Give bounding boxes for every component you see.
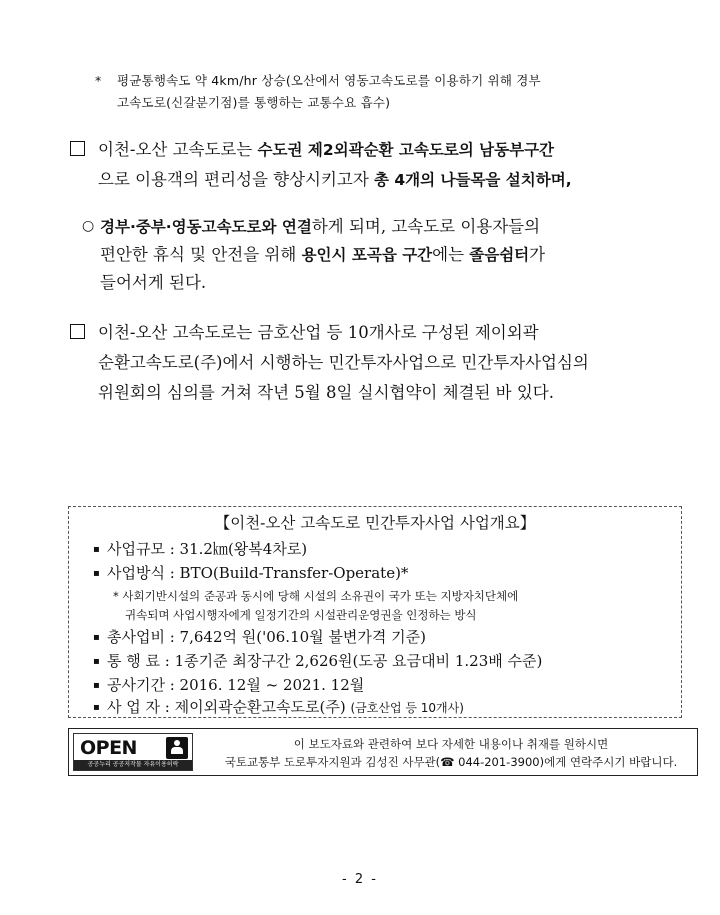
overview-item-text: 사업규모 : 31.2㎞(왕복4차로): [107, 540, 308, 558]
subnote-marker: *: [113, 589, 119, 603]
bold-span: 용인시 포곡읍 구간: [301, 246, 433, 264]
overview-item-note: (금호산업 등 10개사): [350, 701, 464, 715]
open-logo-strip: 공공누리 공공저작물 자유이용허락: [74, 760, 192, 770]
overview-subnote-line-2: 귀속되며 사업시행자에게 일정기간의 시설관리운영권을 인정하는 방식: [125, 608, 477, 622]
overview-item-text: 공사기간 : 2016. 12월 ~ 2021. 12월: [107, 676, 365, 694]
bullet-icon: ▪: [93, 656, 100, 667]
paragraph-3-line-2: 순환고속도로(주)에서 시행하는 민간투자사업으로 민간투자사업심의: [98, 353, 589, 372]
bullet-icon: ▪: [93, 568, 100, 579]
open-license-logo: [73, 733, 193, 771]
paragraph-3-line-3: 위원회의 심의를 거쳐 작년 5월 8일 실시협약이 체결된 바 있다.: [98, 383, 554, 402]
contact-line-2: 국토교통부 도로투자지원과 김성진 사무관(☎ 044-201-3900)에게 연락주시기 바랍니다.: [224, 755, 678, 769]
overview-item-cost: [93, 625, 426, 650]
footnote-marker: *: [95, 73, 102, 88]
bullet-icon: ▪: [93, 544, 100, 555]
footnote-line-1: 평균통행속도 약 4km/hr 상승(오산에서 영동고속도로를 이용하기 위해 경부: [117, 73, 541, 88]
contact-line-1: 이 보도자료와 관련하여 보다 자세한 내용이나 취재를 원하시면: [293, 737, 609, 751]
paragraph-1-line-2: [70, 165, 680, 195]
text-span: 하게 되며, 고속도로 이용자들의: [311, 217, 541, 236]
paragraph-3-line-1: 이천-오산 고속도로는 금호산업 등 10개사로 구성된 제이외곽: [98, 323, 539, 342]
overview-item-text: 사 업 자 : 제이외곽순환고속도로(주): [107, 698, 346, 716]
bold-span: 총 4개의 나들목을 설치하며,: [374, 171, 572, 189]
bold-span: 경부·중부·영동고속도로와: [100, 218, 282, 236]
paragraph-route-section: [70, 135, 680, 195]
checkbox-square-icon: [70, 324, 85, 339]
attribution-person-icon: [166, 737, 188, 759]
project-overview-title: 【이천-오산 고속도로 민간투자사업 사업개요】: [214, 514, 536, 532]
text-span: 에는: [432, 245, 470, 264]
bold-span: 연결: [281, 218, 312, 236]
footnote-line-2: 고속도로(신갈분기점)를 통행하는 교통수요 흡수): [117, 95, 391, 110]
paragraph-1-line-1: [70, 135, 680, 165]
paragraph-2-line-1: [100, 213, 680, 241]
overview-item-text: 총사업비 : 7,642억 원('06.10월 불변가격 기준): [107, 628, 426, 646]
bold-span: 졸음쉼터: [469, 246, 530, 264]
text-span: 으로 이용객의 편리성을 향상시키고자: [98, 170, 375, 189]
checkbox-square-icon: [70, 141, 85, 156]
paragraph-agreement: [70, 318, 680, 408]
footnote-average-speed: [95, 70, 695, 114]
overview-item-method: [93, 561, 408, 586]
paragraph-connections: [100, 213, 680, 297]
page-number: - 2 -: [342, 872, 378, 887]
overview-subnote-line-1: [113, 587, 518, 606]
overview-item-text: 통 행 료 : 1종기준 최장구간 2,626원(도공 요금대비 1.23배 수준): [107, 652, 543, 670]
paragraph-2-line-2: [100, 241, 680, 269]
circle-bullet-icon: ○: [82, 218, 95, 234]
contact-text: [209, 735, 693, 771]
bullet-icon: ▪: [93, 632, 100, 643]
text-span: 이천-오산 고속도로는: [98, 140, 258, 159]
paragraph-2-line-3: 들어서게 된다.: [100, 273, 207, 292]
bullet-icon: ▪: [93, 680, 100, 691]
text-span: 가: [529, 245, 546, 264]
subnote-text: 사회기반시설의 준공과 동시에 당해 시설의 소유권이 국가 또는 지방자치단체에: [122, 589, 519, 603]
bullet-icon: ▪: [93, 702, 100, 713]
project-overview-box: [68, 506, 682, 718]
overview-item-text: 사업방식 : BTO(Build-Transfer-Operate)*: [107, 564, 409, 582]
overview-item-toll: [93, 649, 542, 674]
text-span: 편안한 휴식 및 안전을 위해: [100, 245, 302, 264]
overview-item-scale: [93, 537, 307, 562]
overview-item-operator: [93, 695, 464, 720]
contact-footer: [68, 728, 698, 776]
open-logo-word: OPEN: [80, 737, 137, 759]
bold-span: 수도권 제2외곽순환 고속도로의 남동부구간: [257, 141, 555, 159]
